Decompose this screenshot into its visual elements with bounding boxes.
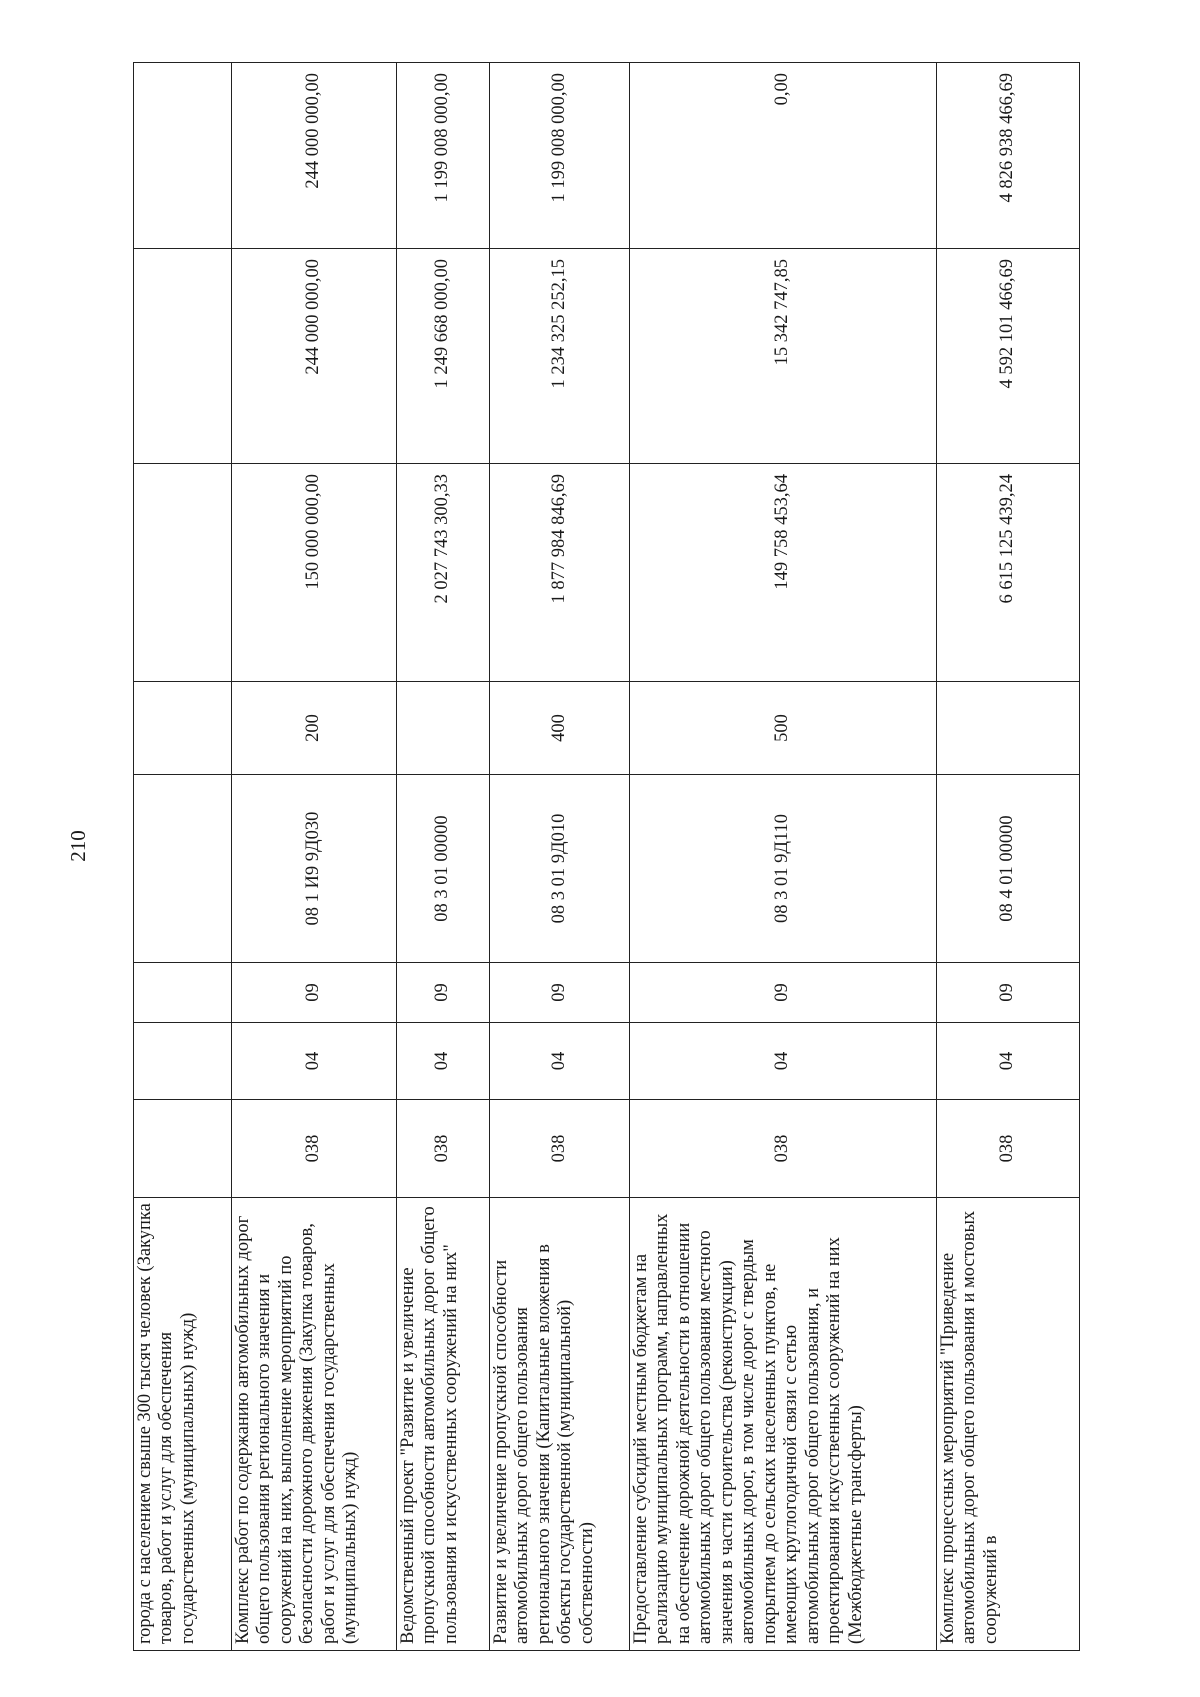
page-number: 210	[66, 830, 90, 862]
amount-year-1: 6 615 125 439,24	[937, 464, 1080, 682]
target-article-code: 08 3 01 9Д010	[490, 775, 630, 963]
amount-year-1: 150 000 000,00	[232, 464, 397, 682]
subsection-code: 09	[937, 963, 1080, 1023]
amount-year-3	[134, 63, 232, 249]
row-description: Развитие и увеличение пропускной способности автомобильных дорог общего пользования регионального значения (Капитальные вложения в объекты государственной (муниципальной) собственности)	[490, 1198, 630, 1651]
target-article-code	[134, 775, 232, 963]
budget-table	[133, 62, 1080, 1651]
amount-year-2: 1 249 668 000,00	[397, 249, 490, 464]
section-code: 04	[490, 1023, 630, 1100]
table-row	[937, 63, 1080, 1651]
section-code	[134, 1023, 232, 1100]
ministry-code: 038	[630, 1100, 937, 1198]
amount-year-2: 4 592 101 466,69	[937, 249, 1080, 464]
amount-year-1: 1 877 984 846,69	[490, 464, 630, 682]
amount-year-3: 1 199 008 000,00	[490, 63, 630, 249]
row-description: Комплекс процессных мероприятий "Приведение автомобильных дорог общего пользования и мостовых сооружений в	[937, 1198, 1080, 1651]
amount-year-3: 4 826 938 466,69	[937, 63, 1080, 249]
table-row	[490, 63, 630, 1651]
expense-type-code	[937, 682, 1080, 775]
target-article-code: 08 3 01 9Д110	[630, 775, 937, 963]
table-row	[232, 63, 397, 1651]
table-row	[630, 63, 937, 1651]
expense-type-code: 200	[232, 682, 397, 775]
amount-year-1: 2 027 743 300,33	[397, 464, 490, 682]
target-article-code: 08 1 И9 9Д030	[232, 775, 397, 963]
amount-year-2: 244 000 000,00	[232, 249, 397, 464]
target-article-code: 08 3 01 00000	[397, 775, 490, 963]
ministry-code: 038	[490, 1100, 630, 1198]
row-description: города с населением свыше 300 тысяч человек (Закупка товаров, работ и услуг для обеспечения государственных (муниципальных) нужд)	[134, 1198, 232, 1651]
rotated-table-wrapper	[133, 63, 1079, 1651]
expense-type-code	[134, 682, 232, 775]
expense-type-code	[397, 682, 490, 775]
amount-year-1	[134, 464, 232, 682]
ministry-code	[134, 1100, 232, 1198]
target-article-code: 08 4 01 00000	[937, 775, 1080, 963]
ministry-code: 038	[937, 1100, 1080, 1198]
table-row	[134, 63, 232, 1651]
expense-type-code: 400	[490, 682, 630, 775]
section-code: 04	[630, 1023, 937, 1100]
subsection-code: 09	[232, 963, 397, 1023]
subsection-code: 09	[630, 963, 937, 1023]
table-row	[397, 63, 490, 1651]
row-description: Предоставление субсидий местным бюджетам на реализацию муниципальных программ, направленных на обеспечение дорожной деятельности в отношении автомобильных дорог общего пользования местного значения в части строительства (реконструкции) автомобильных дорог, в том числе дорог с твердым покрытием до сельских населенных пунктов, не имеющих круглогодичной связи с сетью автомобильных дорог общего пользования, и проектирования искусственных сооружений на них (Межбюджетные трансферты)	[630, 1198, 937, 1651]
section-code: 04	[937, 1023, 1080, 1100]
amount-year-3: 244 000 000,00	[232, 63, 397, 249]
amount-year-2: 15 342 747,85	[630, 249, 937, 464]
expense-type-code: 500	[630, 682, 937, 775]
subsection-code: 09	[490, 963, 630, 1023]
amount-year-3: 0,00	[630, 63, 937, 249]
section-code: 04	[232, 1023, 397, 1100]
amount-year-1: 149 758 453,64	[630, 464, 937, 682]
ministry-code: 038	[397, 1100, 490, 1198]
subsection-code	[134, 963, 232, 1023]
subsection-code: 09	[397, 963, 490, 1023]
section-code: 04	[397, 1023, 490, 1100]
amount-year-2	[134, 249, 232, 464]
amount-year-3: 1 199 008 000,00	[397, 63, 490, 249]
ministry-code: 038	[232, 1100, 397, 1198]
row-description: Ведомственный проект "Развитие и увеличение пропускной способности автомобильных дорог общего пользования и искусственных сооружений на них"	[397, 1198, 490, 1651]
amount-year-2: 1 234 325 252,15	[490, 249, 630, 464]
row-description: Комплекс работ по содержанию автомобильных дорог общего пользования регионального значения и сооружений на них, выполнение мероприятий по безопасности дорожного движения (Закупка товаров, работ и услуг для обеспечения государственных (муниципальных) нужд)	[232, 1198, 397, 1651]
